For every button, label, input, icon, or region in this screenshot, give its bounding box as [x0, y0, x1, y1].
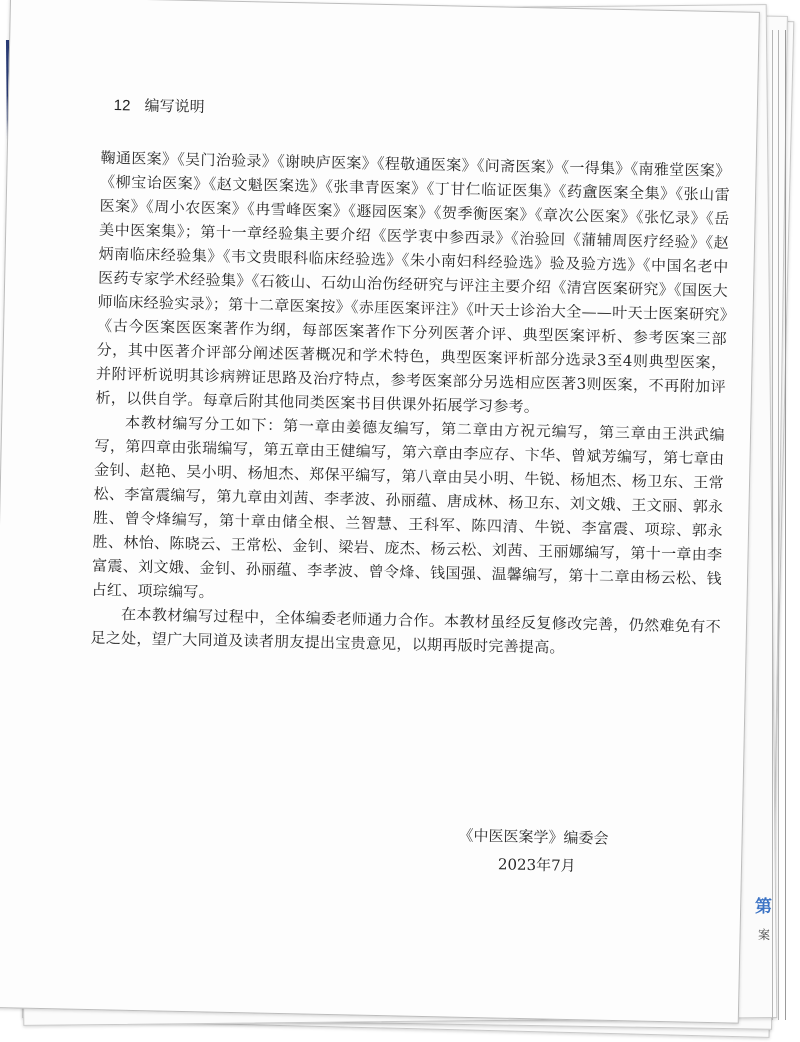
page-number: 12	[113, 97, 131, 115]
paragraph-closing: 在本教材编写过程中，全体编委老师通力合作。本教材虽经反复修改完善，仍然难免有不足之处，望广大同道及读者朋友提出宝贵意见，以期再版时完善提高。	[90, 605, 722, 657]
body-text	[90, 146, 730, 663]
paragraph-authorship: 本教材编写分工如下：第一章由姜德友编写，第二章由方祝元编写，第三章由王洪武编写，第四章由张瑞编写，第五章由王健编写，第六章由李应存、卞华、曾斌芳编写，第七章由金钊、赵艳、吴小明、杨旭杰、郑保平编写，第八章由吴小明、牛锐、杨旭杰、杨卫东、王常松、李富震编写，第九章由刘茜、李孝波、孙丽蕴、唐成林、杨卫东、刘文娥、王文丽、郭永胜、曾令烽编写，第十章由储全根、兰智慧、王科军、陈四清、牛锐、李富震、项琮、郭永胜、林怡、陈晓云、王常松、金钊、梁岩、庞杰、杨云松、刘茜、王丽娜编写，第十一章由李富震、刘文娥、金钊、孙丽蕴、李孝波、曾令烽、钱国强、温馨编写，第十二章由杨云松、钱占红、项琮编写。	[91, 413, 726, 602]
editorial-committee: 《中医医案学》编委会	[458, 826, 609, 848]
signature-date: 2023年7月	[497, 855, 576, 875]
running-header	[114, 94, 205, 117]
paragraph-chapter-contents: 鞠通医案》《吴门治验录》《谢映庐医案》《程敬通医案》《问斋医案》《一得集》《南雅堂医案》《柳宝诒医案》《赵文魁医案选》《张聿青医案》《丁甘仁临证医集》《药盦医案全集》《张山雷医案》《周小农医案》《冉雪峰医案》《遯园医案》《贺季衡医案》《章次公医案》《张忆录》《岳美中医案集》；第十一章经验集主要介绍《医学衷中参西录》《治验回《蒲辅周医疗经验》《赵炳南临床经验集》《韦文贵眼科临床经验选》《朱小南妇科经验选》验及验方选》《中国名老中医药专家学术经验集》《石筱山、石幼山治伤经研究与评注主要介绍《清宫医案研究》《国医大师临床经验实录》；第十二章医案按》《赤厓医案评注》《叶天士诊治大全——叶天士医案研究》《古今医案医医案著作为纲，每部医案著作下分列医著介评、典型医案评析、参考医案三部分，其中医著介评部分阐述医著概况和学术特色，典型医案评析部分选录3至4则典型医案，并附评析说明其诊病辨证思路及治疗特点，参考医案部分另选相应医著3则医案，不再附加评析，以供自学。每章后附其他同类医案书目供课外拓展学习参考。	[95, 148, 731, 417]
neighbor-page-glyph: 案	[757, 928, 770, 942]
running-title: 编写说明	[144, 97, 205, 116]
signature-block	[458, 821, 609, 880]
neighbor-page-glyph-blue: 第	[755, 897, 772, 916]
